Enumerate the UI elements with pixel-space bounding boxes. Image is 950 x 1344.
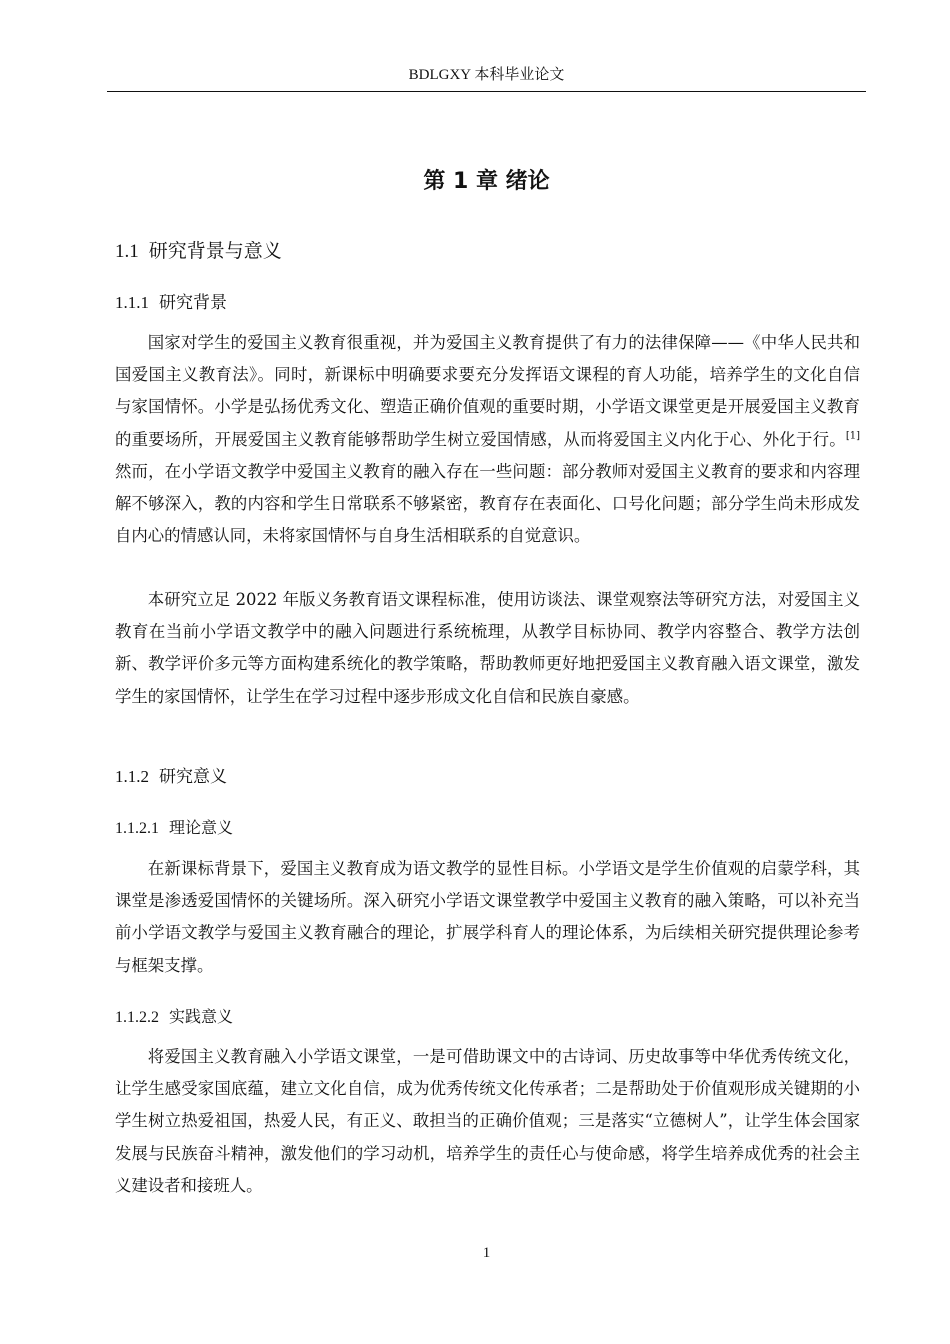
subsection-heading-1-1-1 [115,290,227,316]
section-number: 1.1.2.1 [115,820,159,837]
paragraph-theory: 在新课标背景下，爱国主义教育成为语文教学的显性目标。小学语文是学生价值观的启蒙学科，其课堂是渗透爱国情怀的关键场所。深入研究小学语文课堂教学中爱国主义教育的融入策略，可以补充当前小学语文教学与爱国主义教育融合的理论，扩展学科育人的理论体系，为后续相关研究提供理论参考与框架支撑。 [115,859,860,975]
subsubsection-heading-1-1-2-2 [115,1005,233,1030]
section-title: 理论意义 [169,818,234,837]
section-title: 研究意义 [159,767,227,787]
section-number: 1.1 [115,241,139,262]
chapter-title: 第 1 章 绪论 [423,169,550,194]
paragraph-background-1 [115,327,860,552]
paragraph-background-2: 本研究立足 2022 年版义务教育语文课程标准，使用访谈法、课堂观察法等研究方法，对爱国主义教育在当前小学语文教学中的融入问题进行系统梳理，从教学目标协同、教学内容整合、教学方法创新、教学评价多元等方面构建系统化的教学策略，帮助教师更好地把爱国主义教育融入语文课堂，激发学生的家国情怀，让学生在学习过程中逐步形成文化自信和民族自豪感。 [115,590,860,706]
page-number: 1 [482,1245,491,1261]
section-title: 研究背景与意义 [148,240,282,262]
section-number: 1.1.2 [115,767,149,786]
running-header: BDLGXY 本科毕业论文 [408,67,565,83]
section-number: 1.1.1 [115,293,149,312]
section-title: 实践意义 [169,1007,234,1026]
paragraph-text: 国家对学生的爱国主义教育很重视，并为爱国主义教育提供了有力的法律保障——《中华人民共和国爱国主义教育法》。同时，新课标中明确要求要充分发挥语文课程的育人功能，培养学生的文化自信与家国情怀。小学是弘扬优秀文化、塑造正确价值观的重要时期，小学语文课堂更是开展爱国主义教育的重要场所，开展爱国主义教育能够帮助学生树立爱国情感，从而将爱国主义内化于心、外化于行。 [115,333,860,449]
subsection-heading-1-1-2 [115,764,227,790]
paragraph-practice: 将爱国主义教育融入小学语文课堂，一是可借助课文中的古诗词、历史故事等中华优秀传统文化，让学生感受家国底蕴，建立文化自信，成为优秀传统文化传承者；二是帮助处于价值观形成关键期的小学生树立热爱祖国，热爱人民，有正义、敢担当的正确价值观；三是落实“立德树人”，让学生体会国家发展与民族奋斗精神，激发他们的学习动机，培养学生的责任心与使命感，将学生培养成优秀的社会主义建设者和接班人。 [115,1047,860,1195]
section-heading-1-1 [115,237,282,266]
header-rule [107,91,866,92]
section-title: 研究背景 [159,293,227,313]
subsubsection-heading-1-1-2-1 [115,816,233,841]
paragraph-text: 然而，在小学语文教学中爱国主义教育的融入存在一些问题：部分教师对爱国主义教育的要求和内容理解不够深入，教的内容和学生日常联系不够紧密，教育存在表面化、口号化问题；部分学生尚未形成发自内心的情感认同，未将家国情怀与自身生活相联系的自觉意识。 [115,461,860,546]
section-number: 1.1.2.2 [115,1009,159,1026]
citation-ref[interactable]: [1] [845,430,860,442]
